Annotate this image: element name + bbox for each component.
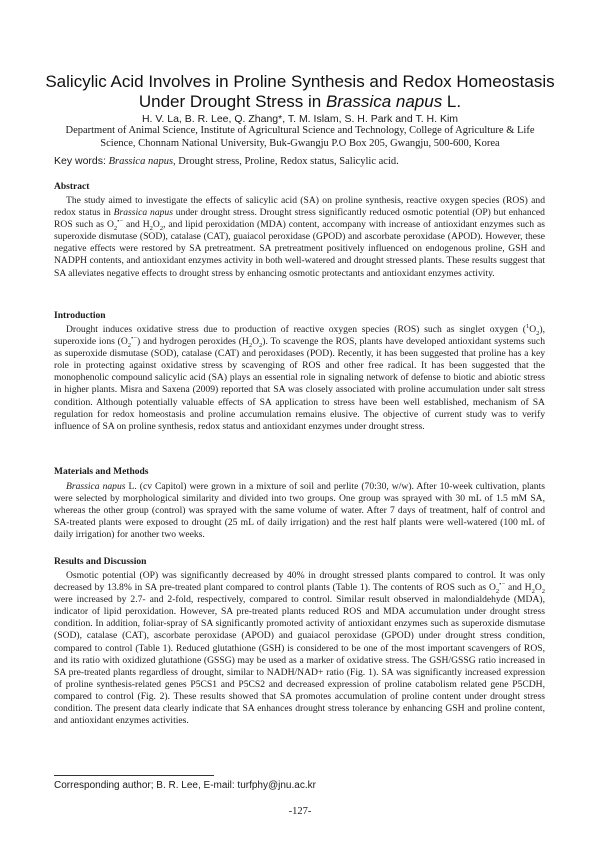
title-species: Brassica napus (325, 92, 443, 111)
corresponding-author-note: Corresponding author; B. R. Lee, E-mail: turfphy@jnu.ac.kr (54, 780, 316, 791)
keywords-list: Drought stress, Proline, Redox status, Salicylic acid. (175, 156, 399, 167)
abstract-heading: Abstract (54, 182, 90, 192)
keywords-species: Brassica napus, (108, 156, 176, 167)
author-list: H. V. La, B. R. Lee, Q. Zhang*, T. M. Islam, S. H. Park and T. H. Kim (141, 113, 459, 125)
keywords-label: Key words: (54, 155, 106, 167)
introduction-heading: Introduction (54, 311, 106, 321)
affiliation: Department of Animal Science, Institute of Agricultural Science and Technology, College of Agriculture & Life Science, Chonnam National University, Buk-Gwangju P.O Box 205, Gwangju, 500-600, Korea (65, 125, 535, 149)
footnote-divider (54, 775, 214, 776)
title-end: L. (442, 92, 462, 111)
results-heading: Results and Discussion (54, 557, 147, 567)
results-paragraph: Osmotic potential (OP) was significantly decreased by 40% in drought stressed plants compared to control. It was only decreased by 13.8% in SA pre-treated plant compared to control plants (Table 1). The contents of ROS such as $O_2^{•-}$ and $H_2O_2$ were increased by 2.7- and 2-fold, respectively, compared to control. Similar result observed in malondialdehyde (MDA), indicator of lipid peroxidation. However, SA pre-treated plants reduced ROS and MDA accumulation under drought stress condition. In addition, foliar-spray of SA significantly promoted activity of antioxidant enzymes such as superoxide dismutase (SOD), catalase (CAT), ascorbate peroxidase (APOD) and guaiacol peroxidase (GPOD) under drought stress condition, compared to control (Table 1). Reduced glutathione (GSH) is considered to be one of the most important scavengers of ROS, and its ratio with oxidized glutathione (GSSG) may be used as a marker of oxidative stress. The GSH/GSSG ratio increased in SA pre-treated plants regardless of drought, similar to NADH/NAD+ ratio (Fig. 1). SA was significantly increased expression of proline synthesis-related genes P5CS1 and P5CS2 and decreased expression of proline catabolism related gene P5CDH, compared to control (Fig. 2). These results showed that SA promotes accumulation of proline content under drought stress condition. The present data clearly indicate that SA enhances drought stress tolerance by enhancing GSH and proline content, and antioxidant enzymes activities. (54, 570, 546, 727)
methods-heading: Materials and Methods (54, 467, 149, 477)
methods-species: Brassica napus (66, 481, 126, 492)
title-text: Salicylic Acid Involves in Proline Synthesis and Redox Homeostasis Under Drought Stress in (45, 72, 555, 111)
keywords (54, 155, 546, 168)
paper-title (20, 72, 580, 112)
methods-paragraph: Brassica napus L. (cv Capitol) were grown in a mixture of soil and perlite (70:30, w/w). After 10-week cultivation, plants were selected by morphological similarity and divided into two groups. One group was sprayed with 30 mL of 1.5 mM SA, whereas the other group (control) was sprayed with the same volume of water. After 7 days of treatment, half of control and SA-treated plants were exposed to drought (25 mL of daily irrigation) and the rest half plants were well-watered (100 mL of daily irrigation) for another two weeks. (54, 481, 545, 541)
abstract-species: Brassica napus (113, 207, 173, 219)
introduction-paragraph: Drought induces oxidative stress due to production of reactive oxygen species (ROS) such as singlet oxygen $(^1O_2)$, superoxide ions $(O_2^{•-})$ and hydrogen peroxides $(H_2O_2)$. To scavenge the ROS, plants have developed antioxidant systems such as superoxide dismutase (SOD), catalase (CAT) and peroxidases (POD). Recently, it has been suggested that proline has a key role in protecting against oxidative stress by scavenging of ROS and other free radical. It has been suggested that the monophenolic compound salicylic acid (SA) plays an essential role in signaling network of defense to biotic and abiotic stress in higher plants. Misra and Saxena (2009) reported that SA was closely associated with proline accumulation under salt stress condition. Although potentially valuable effects of SA application to stress have been well established, mechanism of SA regulation for redox homeostasis and proline accumulation remains elusive. The objective of current study was to verify influence of SA on proline synthesis, redox status and antioxidant enzymes under drought stress. (54, 322, 545, 432)
page-number: -127- (288, 806, 312, 817)
abstract-paragraph: The study aimed to investigate the effects of salicylic acid (SA) on proline synthesis, reactive oxygen species (ROS) and redox status in Brassica napus under drought stress. Drought stress significantly reduced osmotic potential (OP) but enhanced ROS such as $O_2^{•-}$ and $H_2O_2$, and lipid peroxidation (MDA) content, accompany with increase of antioxidant enzymes such as superoxide dismutase (SOD), catalase (CAT), guaiacol peroxidase (GPOD) and ascorbate peroxidase (APOD). However, these negative effects were restored by SA pretreatment. SA pretreatment positively influenced on endogenous proline, GSH and NADPH contents, and antioxidant enzymes activity in both well-watered and drought stressed plants. These results suggest that SA alleviates negative effects to drought stress by enhancing osmotic protectants and antioxidant enzymes activity. (54, 195, 545, 279)
